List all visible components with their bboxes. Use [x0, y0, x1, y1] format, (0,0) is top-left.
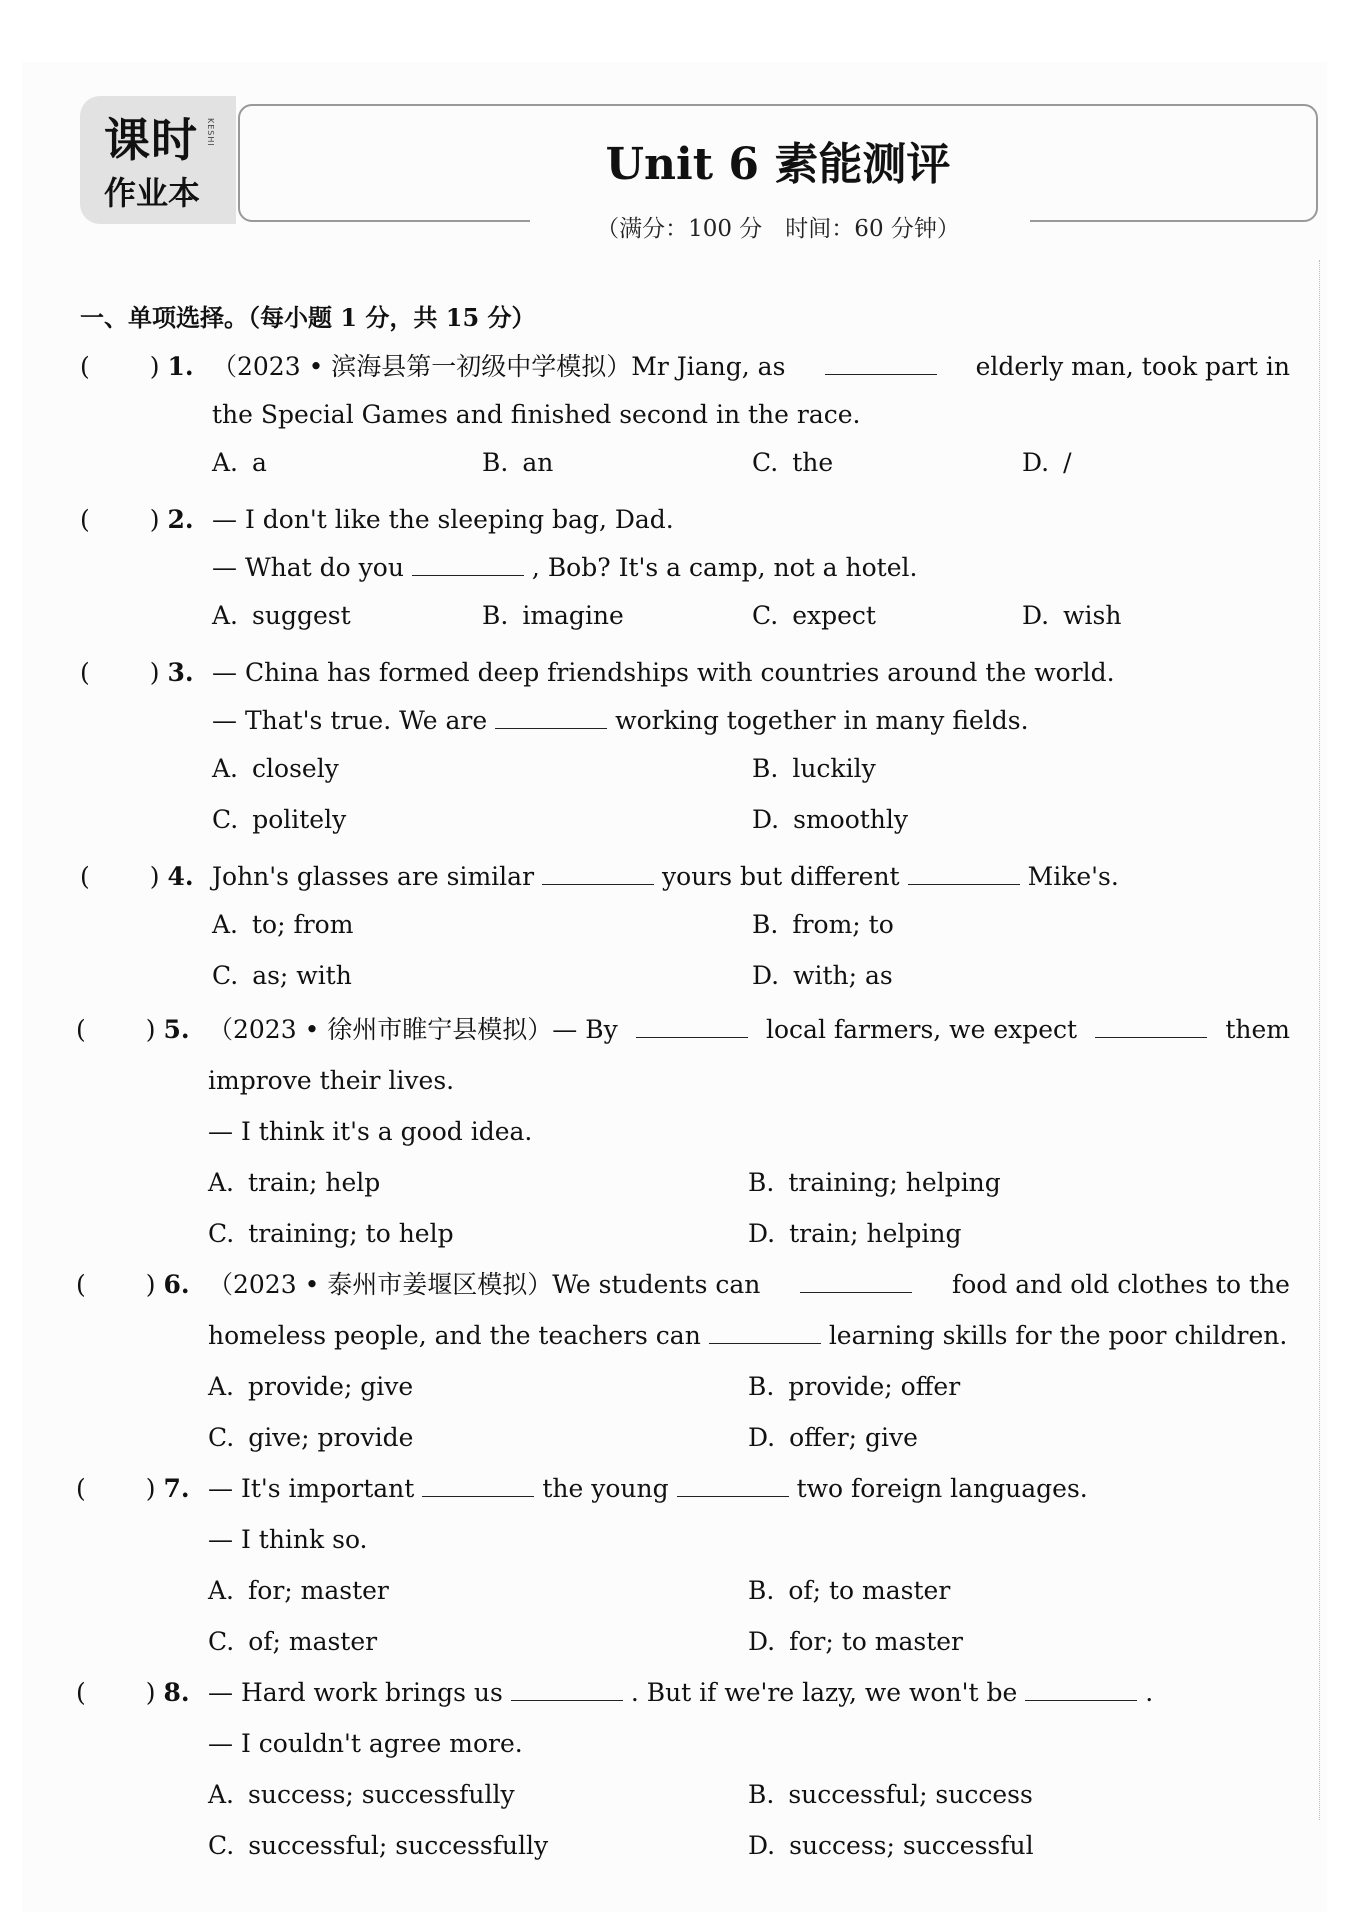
option-label: D. [748, 1423, 776, 1452]
question-text: — It's important [208, 1474, 415, 1503]
option-d[interactable] [752, 803, 908, 837]
question-line [212, 398, 860, 432]
question-line [212, 551, 917, 585]
bracket-open: ( [76, 1678, 86, 1707]
option-label: B. [752, 754, 779, 783]
option-text: expect [792, 601, 876, 630]
question-text: homeless people, and the teachers can [208, 1321, 701, 1350]
question-text: improve their lives. [208, 1066, 455, 1095]
option-label: A. [212, 910, 239, 939]
option-label: D. [748, 1831, 776, 1860]
option-c[interactable] [208, 1217, 454, 1251]
question-number: 8. [163, 1678, 190, 1707]
answer-blank[interactable] [1025, 1676, 1137, 1701]
option-text: of; master [248, 1627, 378, 1656]
question-line [208, 1268, 1290, 1302]
option-text: for; to master [789, 1627, 964, 1656]
answer-bracket[interactable] [76, 1015, 190, 1044]
question-number: 5. [163, 1015, 190, 1044]
bracket-open: ( [76, 1015, 86, 1044]
option-text: train; helping [789, 1219, 962, 1248]
bracket-close: ) [145, 1015, 156, 1044]
option-d[interactable] [1022, 446, 1072, 480]
option-d[interactable] [748, 1421, 918, 1455]
question-text: — China has formed deep friendships with countries around the world. [212, 658, 1115, 687]
page-subtitle: （满分：100 分 时间：60 分钟） [596, 216, 960, 242]
section-heading: 一、单项选择。（每小题 1 分，共 15 分） [80, 303, 536, 332]
bracket-open: ( [80, 505, 90, 534]
option-a[interactable] [208, 1574, 389, 1608]
option-label: B. [748, 1576, 775, 1605]
question-line [208, 1523, 368, 1557]
question-text: elderly man, took part in [975, 352, 1290, 381]
answer-bracket[interactable] [80, 658, 194, 687]
option-text: success; successful [789, 1831, 1034, 1860]
question-text: local farmers, we expect [766, 1015, 1078, 1044]
option-label: B. [748, 1780, 775, 1809]
bracket-close: ) [149, 505, 160, 534]
option-c[interactable] [208, 1625, 377, 1659]
option-a[interactable] [208, 1166, 380, 1200]
option-label: D. [752, 961, 780, 990]
question-line [208, 1472, 1088, 1506]
option-label: B. [482, 601, 509, 630]
bracket-close: ) [145, 1678, 156, 1707]
option-label: D. [748, 1219, 776, 1248]
question-number: 4. [167, 862, 194, 891]
option-label: A. [212, 754, 239, 783]
question-line [208, 1064, 454, 1098]
option-label: C. [208, 1831, 235, 1860]
question-text: learning skills for the poor children. [828, 1321, 1288, 1350]
question-text: yours but different [662, 862, 900, 891]
question-text: working together in many fields. [615, 706, 1029, 735]
option-text: successful; successfully [248, 1831, 549, 1860]
option-label: C. [212, 961, 239, 990]
option-a[interactable] [212, 599, 351, 633]
bracket-open: ( [76, 1474, 86, 1503]
logo-sub: KESHI [206, 118, 215, 147]
question-text: — That's true. We are [212, 706, 488, 735]
answer-bracket[interactable] [80, 352, 194, 381]
question-line [212, 656, 1115, 690]
option-text: success; successfully [248, 1780, 515, 1809]
question-text: — I think it's a good idea. [208, 1117, 533, 1146]
option-text: successful; success [788, 1780, 1033, 1809]
question-text: — I couldn't agree more. [208, 1729, 523, 1758]
question-text: — What do you [212, 553, 404, 582]
answer-blank[interactable] [422, 1472, 534, 1497]
question-text: John's glasses are similar [212, 862, 535, 891]
option-text: give; provide [248, 1423, 414, 1452]
option-label: D. [1022, 601, 1050, 630]
answer-blank[interactable] [677, 1472, 789, 1497]
option-label: D. [1022, 448, 1050, 477]
option-label: C. [208, 1219, 235, 1248]
option-a[interactable] [208, 1778, 515, 1812]
bracket-close: ) [149, 658, 160, 687]
answer-bracket[interactable] [76, 1678, 190, 1707]
option-label: C. [208, 1423, 235, 1452]
answer-blank[interactable] [636, 1013, 748, 1038]
bracket-open: ( [80, 862, 90, 891]
option-b[interactable] [748, 1166, 1001, 1200]
option-c[interactable] [208, 1421, 413, 1455]
option-text: imagine [522, 601, 624, 630]
option-label: A. [208, 1780, 235, 1809]
option-text: smoothly [793, 805, 909, 834]
option-b[interactable] [748, 1574, 950, 1608]
option-text: suggest [252, 601, 351, 630]
answer-blank[interactable] [908, 860, 1020, 885]
question-text: the young [542, 1474, 669, 1503]
bracket-close: ) [145, 1474, 156, 1503]
page-title: Unit 6 素能测评 [605, 139, 951, 190]
option-text: as; with [252, 961, 352, 990]
question-line [208, 1676, 1153, 1710]
question-line [212, 860, 1119, 894]
answer-bracket[interactable] [80, 505, 194, 534]
logo-line-1: 课时 [104, 113, 198, 167]
option-text: politely [252, 805, 347, 834]
bracket-open: ( [76, 1270, 86, 1299]
answer-blank[interactable] [800, 1268, 912, 1293]
option-text: of; to master [788, 1576, 951, 1605]
question-text: — I don't like the sleeping bag, Dad. [212, 505, 674, 534]
option-text: closely [252, 754, 339, 783]
option-a[interactable] [212, 752, 339, 786]
question-number: 3. [167, 658, 194, 687]
option-text: from; to [792, 910, 894, 939]
option-d[interactable] [748, 1625, 963, 1659]
option-b[interactable] [748, 1370, 960, 1404]
option-label: B. [482, 448, 509, 477]
question-line [212, 503, 674, 537]
bracket-close: ) [149, 352, 160, 381]
bracket-open: ( [80, 352, 90, 381]
option-b[interactable] [752, 908, 894, 942]
question-line [208, 1727, 523, 1761]
option-a[interactable] [208, 1370, 413, 1404]
option-label: D. [748, 1627, 776, 1656]
option-b[interactable] [482, 599, 624, 633]
page-edge-divider [1319, 260, 1320, 1820]
question-line [212, 704, 1029, 738]
option-label: D. [752, 805, 780, 834]
option-d[interactable] [748, 1829, 1034, 1863]
question-text: （2023 • 滨海县第一初级中学模拟）Mr Jiang, as [212, 352, 786, 381]
option-label: A. [208, 1576, 235, 1605]
question-line [208, 1319, 1287, 1353]
option-label: C. [208, 1627, 235, 1656]
option-c[interactable] [212, 803, 346, 837]
option-text: offer; give [789, 1423, 918, 1452]
question-text: . But if we're lazy, we won't be [630, 1678, 1018, 1707]
option-label: A. [208, 1372, 235, 1401]
answer-blank[interactable] [825, 350, 937, 375]
option-c[interactable] [208, 1829, 548, 1863]
option-text: train; help [248, 1168, 381, 1197]
option-label: C. [212, 805, 239, 834]
logo-line-2: 作业本 [104, 174, 201, 212]
option-c[interactable] [752, 446, 833, 480]
option-d[interactable] [1022, 599, 1121, 633]
answer-blank[interactable] [412, 551, 524, 576]
question-number: 6. [163, 1270, 190, 1299]
option-text: a [252, 448, 267, 477]
question-text: food and old clothes to the [951, 1270, 1290, 1299]
question-text: , Bob? It's a camp, not a hotel. [531, 553, 918, 582]
option-text: / [1063, 448, 1072, 477]
bracket-close: ) [149, 862, 160, 891]
question-text: Mike's. [1027, 862, 1119, 891]
question-text: （2023 • 徐州市睢宁县模拟）— By [208, 1015, 618, 1044]
option-text: with; as [793, 961, 893, 990]
question-number: 2. [167, 505, 194, 534]
bracket-open: ( [80, 658, 90, 687]
option-label: C. [752, 448, 779, 477]
question-text: the Special Games and finished second in the race. [212, 400, 861, 429]
option-text: training; helping [788, 1168, 1001, 1197]
answer-bracket[interactable] [76, 1474, 190, 1503]
option-c[interactable] [752, 599, 876, 633]
option-text: provide; give [248, 1372, 414, 1401]
option-text: provide; offer [788, 1372, 961, 1401]
question-line [208, 1115, 532, 1149]
answer-bracket[interactable] [76, 1270, 190, 1299]
option-label: A. [212, 448, 239, 477]
option-label: B. [748, 1168, 775, 1197]
answer-blank[interactable] [495, 704, 607, 729]
question-line [212, 350, 1290, 384]
option-c[interactable] [212, 959, 352, 993]
answer-blank[interactable] [511, 1676, 623, 1701]
question-line [208, 1013, 1290, 1047]
option-a[interactable] [212, 908, 353, 942]
option-a[interactable] [212, 446, 267, 480]
bracket-close: ) [145, 1270, 156, 1299]
option-text: for; master [248, 1576, 389, 1605]
question-text: two foreign languages. [796, 1474, 1088, 1503]
option-d[interactable] [752, 959, 893, 993]
question-text: （2023 • 泰州市姜堰区模拟）We students can [208, 1270, 761, 1299]
question-number: 7. [163, 1474, 190, 1503]
option-label: B. [748, 1372, 775, 1401]
question-text: — I think so. [208, 1525, 368, 1554]
answer-bracket[interactable] [80, 862, 194, 891]
option-text: to; from [252, 910, 354, 939]
option-text: luckily [792, 754, 876, 783]
question-text: — Hard work brings us [208, 1678, 503, 1707]
question-text: . [1145, 1678, 1154, 1707]
question-text: them [1225, 1015, 1290, 1044]
option-b[interactable] [482, 446, 553, 480]
answer-blank[interactable] [1095, 1013, 1207, 1038]
option-b[interactable] [748, 1778, 1033, 1812]
answer-blank[interactable] [709, 1319, 821, 1344]
option-text: training; to help [248, 1219, 454, 1248]
option-text: wish [1063, 601, 1122, 630]
option-text: an [522, 448, 554, 477]
option-label: A. [208, 1168, 235, 1197]
option-b[interactable] [752, 752, 876, 786]
question-number: 1. [167, 352, 194, 381]
answer-blank[interactable] [542, 860, 654, 885]
option-text: the [792, 448, 834, 477]
option-label: B. [752, 910, 779, 939]
option-d[interactable] [748, 1217, 961, 1251]
option-label: A. [212, 601, 239, 630]
option-label: C. [752, 601, 779, 630]
